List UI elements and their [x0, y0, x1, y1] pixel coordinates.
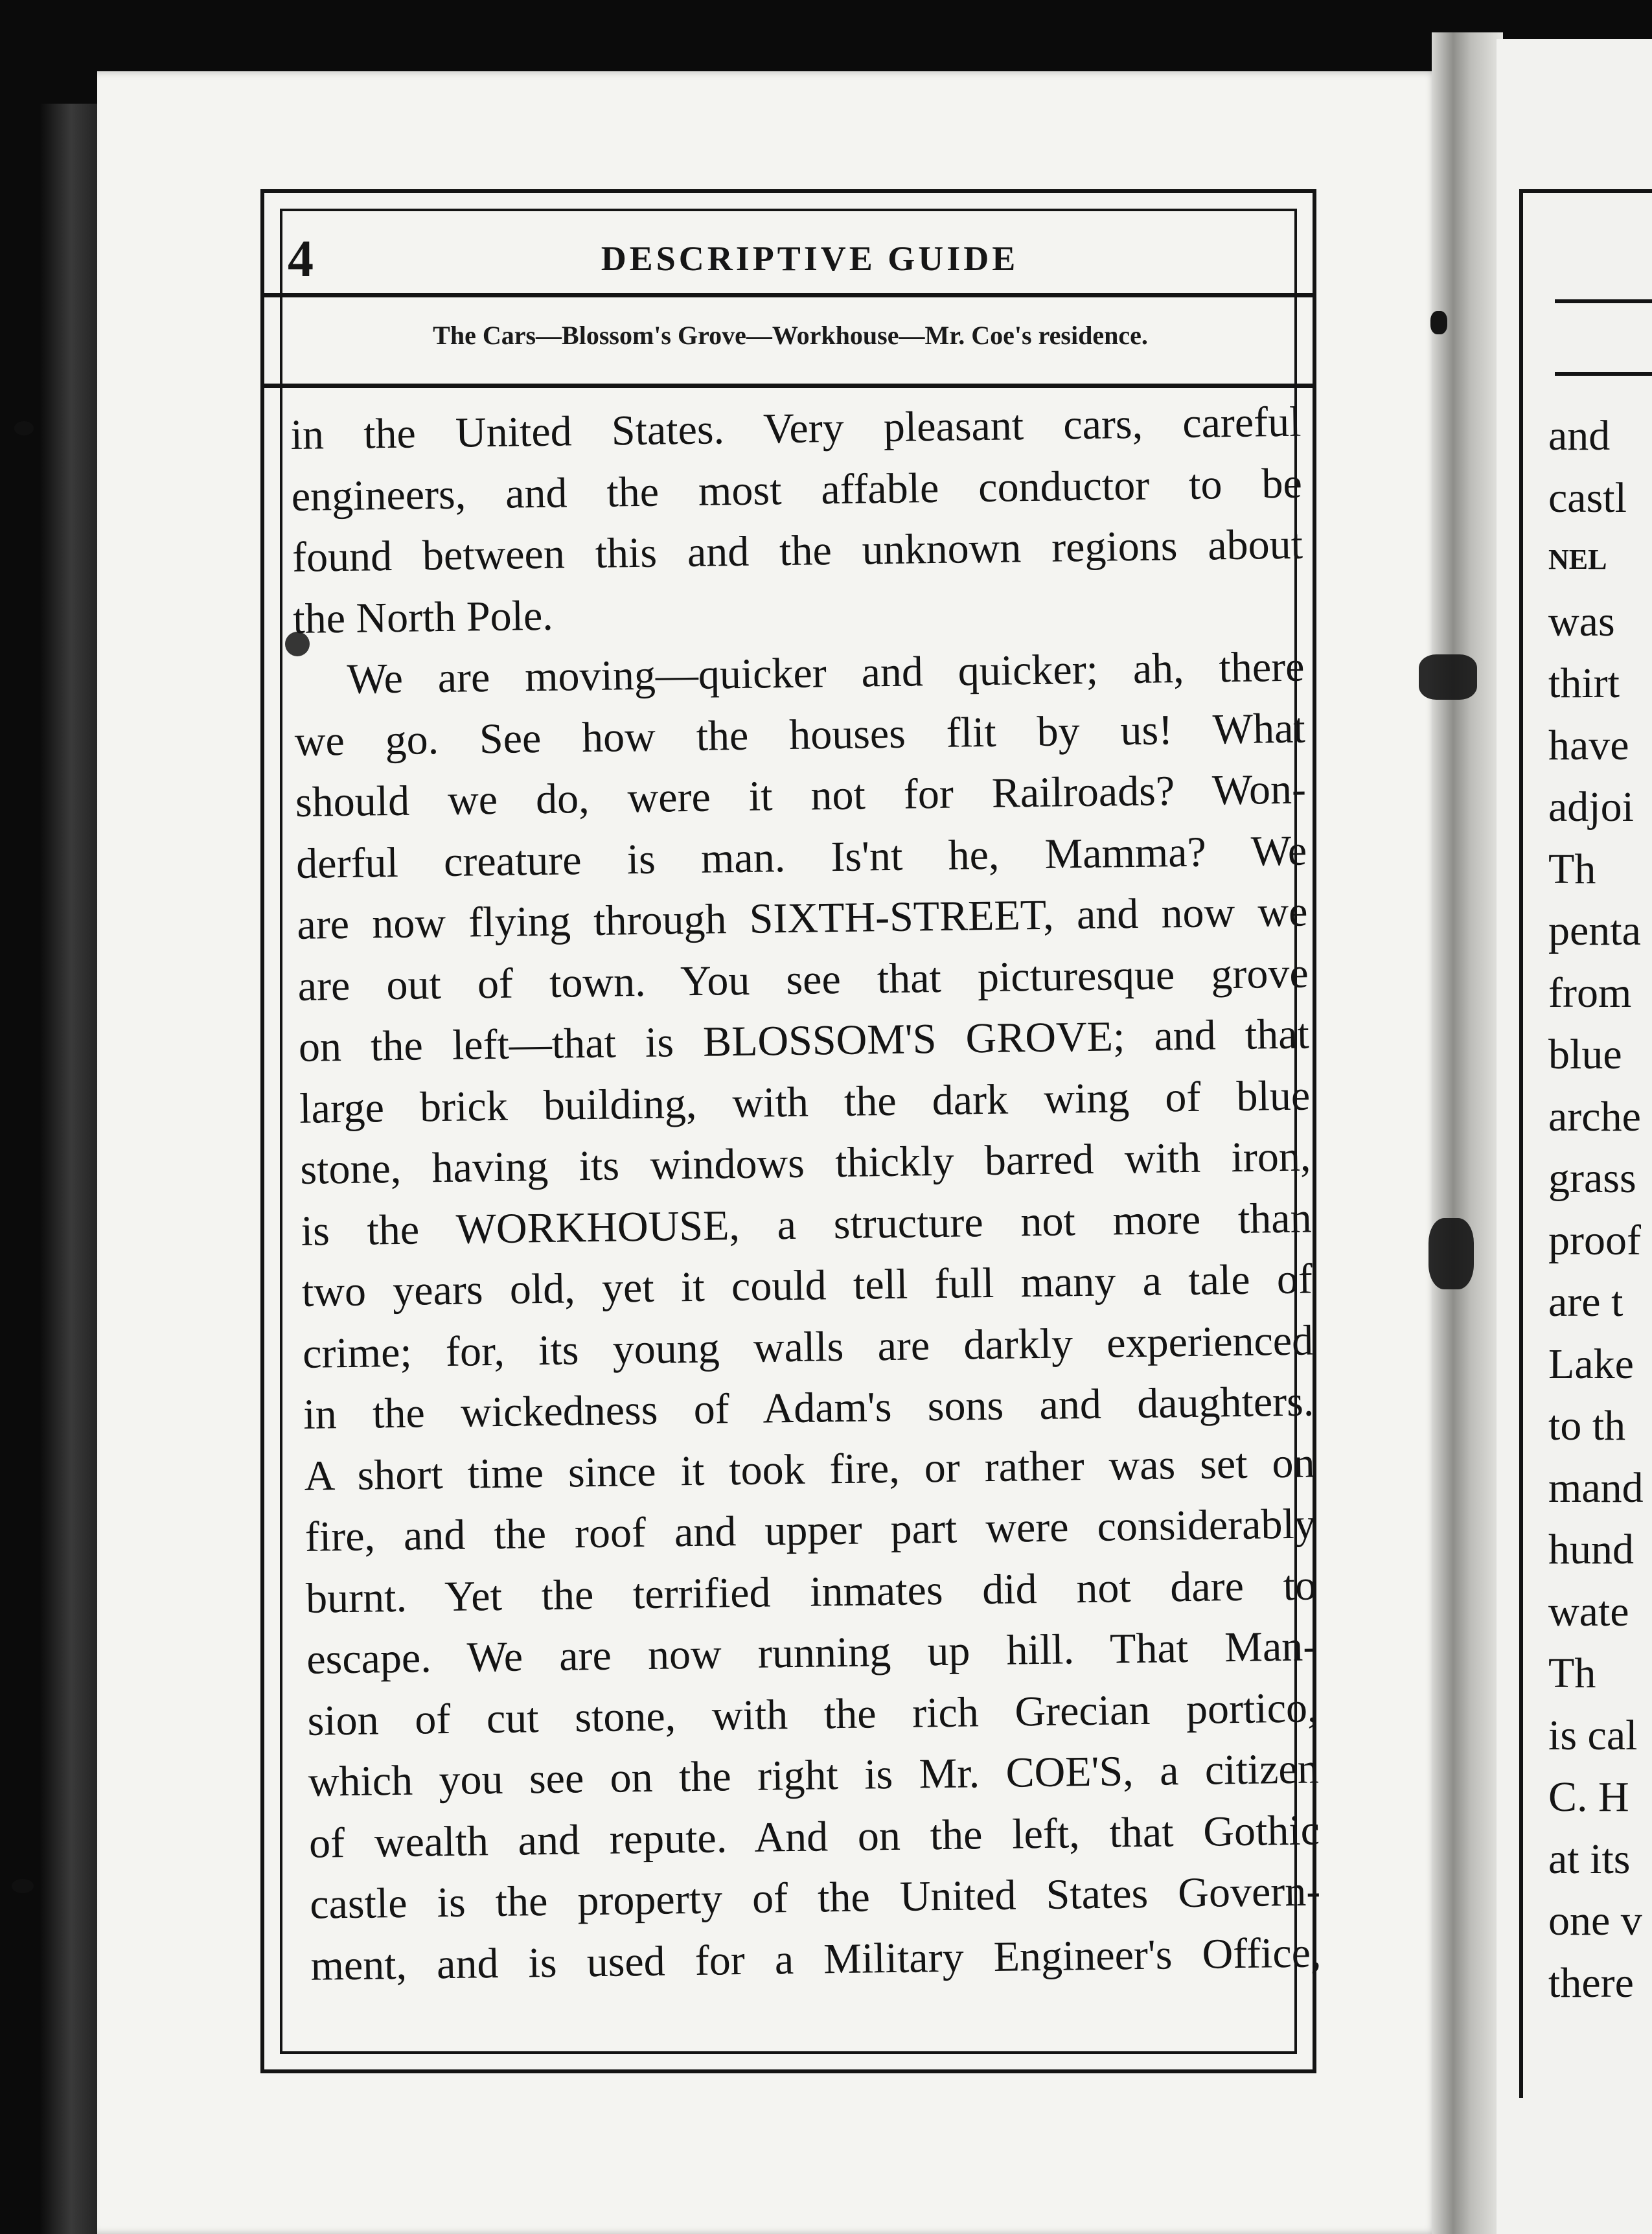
fragment-line: have [1548, 721, 1629, 769]
fragment-line: penta [1548, 907, 1641, 954]
text-line: two years old, yet it could tell full many a tale of [301, 1255, 1313, 1316]
text-line: we go. See how the houses flit by us! What [294, 704, 1306, 765]
fragment-line: proof [1548, 1216, 1641, 1264]
fragment-line: thirt [1548, 660, 1620, 707]
text-line: ment, and is used for a Military Engineer's Office, [310, 1928, 1322, 1990]
text-line: stone, having its windows thickly barred with iron, [299, 1133, 1311, 1193]
fragment-line: Th [1548, 845, 1596, 893]
text-line: large brick building, with the dark wing of blue [299, 1071, 1311, 1133]
text-line: should we do, were it not for Railroads? Won- [295, 765, 1307, 826]
fragment-line: to th [1548, 1402, 1626, 1449]
text-line: crime; for, its young walls are darkly experienced [302, 1316, 1314, 1377]
fragment-line: at its [1548, 1835, 1631, 1883]
binding-thread [1419, 654, 1477, 700]
right-page-text [1548, 405, 1652, 2014]
text-line: the North Pole. [292, 592, 554, 643]
fragment-line: C. H [1548, 1773, 1629, 1821]
page-number: 4 [288, 231, 314, 288]
fragment-line: mand [1548, 1464, 1644, 1512]
fragment-line: is cal [1548, 1711, 1638, 1759]
fragment-line: arche [1548, 1092, 1641, 1140]
body-text [290, 392, 1322, 1997]
text-line: castle is the property of the United States Govern- [309, 1867, 1321, 1928]
fragment-line: NEL [1548, 544, 1607, 575]
fragment-line: grass [1548, 1155, 1636, 1202]
text-line: fire, and the roof and upper part were considerably [304, 1500, 1316, 1561]
fragment-line: one v [1548, 1897, 1642, 1944]
edge-mark [12, 1879, 34, 1893]
text-line: are now flying through SIXTH-STREET, and now we [297, 888, 1308, 949]
fragment-line: wate [1548, 1587, 1629, 1635]
fragment-line: castl [1548, 474, 1627, 522]
spine-mark [1430, 311, 1447, 334]
fragment-line: was [1548, 597, 1615, 645]
right-subhead-rule [1555, 372, 1652, 376]
fragment-line: Lake [1548, 1340, 1634, 1388]
fragment-line: blue [1548, 1031, 1622, 1078]
text-line: is the WORKHOUSE, a structure not more than [301, 1193, 1313, 1255]
text-line: on the left—that is BLOSSOM'S GROVE; and that [298, 1010, 1310, 1071]
fragment-line: hund [1548, 1526, 1634, 1573]
text-line: We are moving—quicker and quicker; ah, there [347, 643, 1305, 703]
edge-mark [14, 421, 34, 435]
header-rule [263, 293, 1314, 297]
fragment-line: Th [1548, 1650, 1596, 1697]
text-line: found between this and the unknown regions about [292, 520, 1303, 581]
fragment-line: adjoi [1548, 783, 1634, 831]
text-line: are out of town. You see that picturesque grove [297, 949, 1309, 1010]
text-line: in the United States. Very pleasant cars, careful [290, 398, 1302, 459]
text-line: A short time since it took fire, or rather was set on [304, 1438, 1315, 1500]
fragment-line: and [1548, 412, 1611, 459]
section-subhead: The Cars—Blossom's Grove—Workhouse—Mr. Coe's residence. [433, 321, 1148, 350]
text-line: in the wickedness of Adam's sons and daughters. [303, 1377, 1314, 1438]
fragment-line: are t [1548, 1278, 1623, 1326]
right-header-rule [1555, 299, 1652, 303]
text-line: which you see on the right is Mr. COE'S, a citizen [308, 1745, 1320, 1806]
text-line: derful creature is man. Is'nt he, Mamma? We [295, 827, 1307, 888]
subhead-rule [263, 384, 1314, 388]
running-head: DESCRIPTIVE GUIDE [601, 239, 1019, 278]
text-line: escape. We are now running up hill. That Man- [306, 1622, 1318, 1683]
text-line: engineers, and the most affable conductor to be [291, 459, 1303, 520]
text-line: of wealth and repute. And on the left, that Gothic [308, 1806, 1320, 1867]
fragment-line: there [1548, 1959, 1634, 2007]
binding-thread [1428, 1218, 1474, 1289]
book-gutter [1432, 32, 1503, 2234]
fragment-line: from [1548, 969, 1632, 1017]
text-line: sion of cut stone, with the rich Grecian portico, [307, 1683, 1318, 1745]
text-line: burnt. Yet the terrified inmates did not dare to [305, 1561, 1317, 1622]
